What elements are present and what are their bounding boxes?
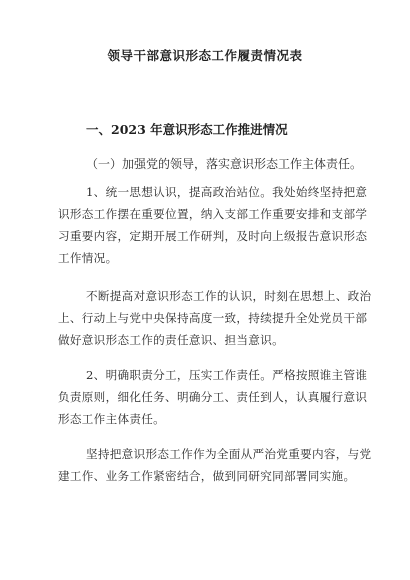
paragraph: 坚持把意识形态工作作为全面从严治党重要内容，与党建工作、业务工作紧密结合，做到同研究同部署同实施。 xyxy=(58,447,372,483)
section-heading: 一、2023 年意识形态工作推进情况 xyxy=(86,122,288,137)
subsection-heading: （一）加强党的领导，落实意识形态工作主体责任。 xyxy=(86,157,363,171)
document-title: 领导干部意识形态工作履责情况表 xyxy=(107,48,303,63)
paragraph: 不断提高对意识形态工作的认识，时刻在思想上、政治上、行动上与党中央保持高度一致，持续提升全处党员干部做好意识形态工作的责任意识、担当意识。 xyxy=(58,289,372,347)
paragraph: 1、统一思想认识，提高政治站位。我处始终坚持把意识形态工作摆在重要位置，纳入支部工作重要安排和支部学习重要内容，定期开展工作研判，及时向上级报告意识形态工作情况。 xyxy=(58,185,368,265)
paragraph: 2、明确职责分工，压实工作责任。严格按照谁主管谁负责原则，细化任务、明确分工、责任到人，认真履行意识形态工作主体责任。 xyxy=(58,368,368,426)
